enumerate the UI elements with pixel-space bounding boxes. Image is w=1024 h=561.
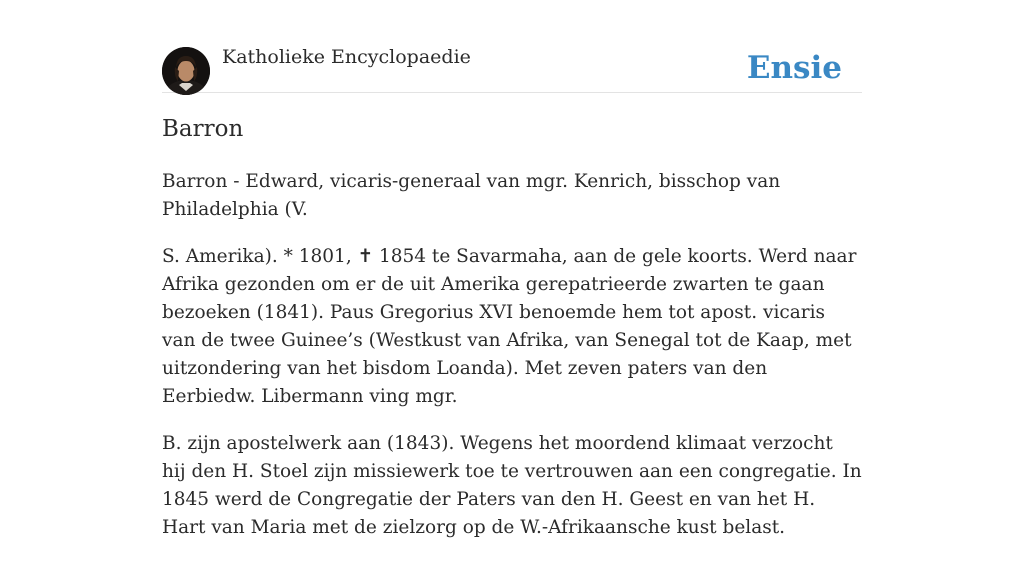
article-paragraph-2: S. Amerika). * 1801, ✝ 1854 te Savarmaha, aan de gele koorts. Werd naar Afrika gezonden om er de uit Amerika gerepatrieerde zwarten te gaan bezoeken (1841). Paus Gregorius XVI benoemde hem tot apost. vicaris van de twee Guinee’s (Westkust van Afrika, van Senegal tot de Kaap, met uitzondering van het bisdom Loanda). Met zeven paters van den Eerbiedw. Libermann ving mgr. [162, 246, 857, 407]
article-body [162, 168, 862, 561]
portrait-avatar-icon[interactable] [162, 47, 210, 95]
site-header [162, 0, 862, 93]
ensie-logo[interactable]: Ensie [746, 50, 842, 86]
article-paragraph-1: Barron - Edward, vicaris-generaal van mgr. Kenrich, bisschop van Philadelphia (V. [162, 171, 781, 220]
site-name[interactable]: Katholieke Encyclopaedie [222, 46, 471, 68]
article-title: Barron [162, 116, 244, 142]
page-container [162, 0, 862, 538]
article-paragraph-3: B. zijn apostelwerk aan (1843). Wegens het moordend klimaat verzocht hij den H. Stoel zijn missiewerk toe te vertrouwen aan een congregatie. In 1845 werd de Congregatie der Paters van den H. Geest en van het H. Hart van Maria met de zielzorg op de W.-Afrikaansche kust belast. [162, 433, 862, 538]
